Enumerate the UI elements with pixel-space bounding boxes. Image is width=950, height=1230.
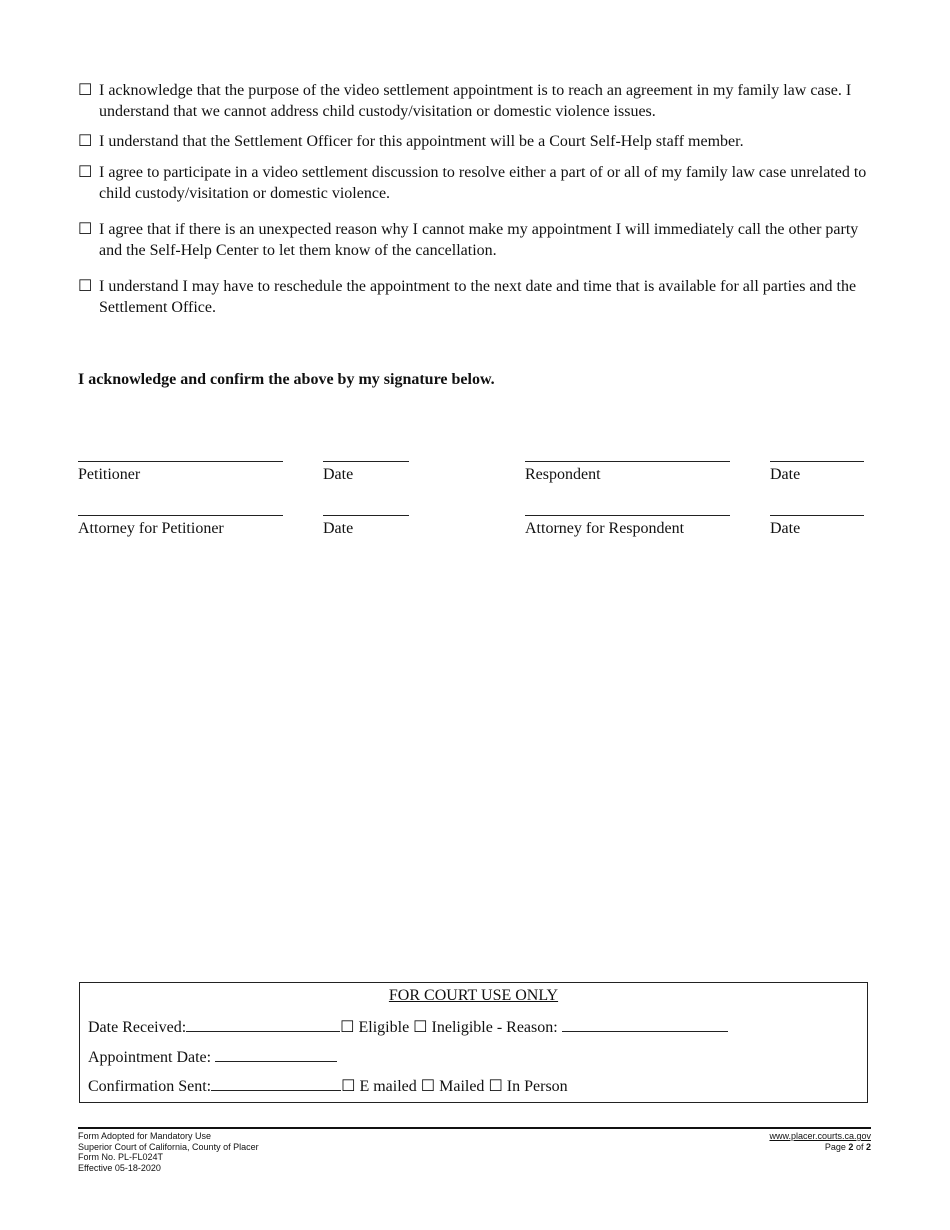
respondent-date[interactable]: [770, 461, 864, 485]
signature-line: [770, 515, 864, 516]
petitioner-date[interactable]: [323, 461, 409, 485]
page-total: 2: [865, 1141, 871, 1152]
checkbox[interactable]: ☐: [78, 133, 93, 150]
page-prefix: Page: [824, 1141, 846, 1152]
attorney-petitioner-date[interactable]: [323, 515, 409, 539]
petitioner-signature[interactable]: [78, 461, 283, 485]
acknowledgement-text: I understand that the Settlement Officer for this appointment will be a Court Self-Help staff member.: [99, 133, 744, 150]
page-number: [769, 1142, 871, 1153]
checkbox[interactable]: ☐: [78, 221, 93, 238]
respondent-signature[interactable]: [525, 461, 730, 485]
signature-label: Date: [323, 466, 354, 483]
footer-line: Form Adopted for Mandatory Use: [78, 1131, 212, 1141]
court-use-box: [79, 982, 868, 1103]
signature-label: Date: [323, 520, 354, 537]
checkbox[interactable]: ☐: [78, 164, 93, 181]
date-received-field[interactable]: [186, 1017, 340, 1032]
in-person-label: In Person: [506, 1078, 568, 1095]
checkbox[interactable]: ☐: [78, 82, 93, 99]
signature-line: [770, 461, 864, 462]
appointment-date-label: Appointment Date:: [88, 1049, 212, 1066]
signature-line: [323, 461, 409, 462]
footer-form-info: [78, 1131, 259, 1173]
acknowledgement-item-5: [78, 276, 868, 318]
signature-line: [78, 515, 283, 516]
footer-page-info: [769, 1131, 871, 1152]
footer-line: Superior Court of California, County of Placer: [78, 1141, 259, 1152]
eligible-label: Eligible: [358, 1019, 410, 1036]
signature-label: Attorney for Respondent: [525, 520, 685, 537]
acknowledgement-text: I agree that if there is an unexpected reason why I cannot make my appointment I will immediately call the other party and the Self-Help Center to let them know of the cancellation.: [99, 221, 859, 259]
checkbox[interactable]: ☐: [420, 1078, 436, 1095]
checkbox[interactable]: ☐: [78, 278, 93, 295]
attorney-respondent-signature[interactable]: [525, 515, 730, 539]
confirmation-sent-field[interactable]: [211, 1076, 341, 1091]
attorney-petitioner-signature[interactable]: [78, 515, 283, 539]
signature-label: Respondent: [525, 466, 601, 483]
signature-line: [323, 515, 409, 516]
confirmation-sent-label: Confirmation Sent:: [88, 1078, 212, 1095]
appointment-date-field[interactable]: [215, 1047, 337, 1062]
page-of: of: [855, 1141, 864, 1152]
ineligible-reason-field[interactable]: [562, 1017, 728, 1032]
acknowledgement-item-1: [78, 80, 868, 122]
signature-line: [525, 515, 730, 516]
appointment-date-row: [88, 1047, 337, 1067]
ineligible-label: Ineligible - Reason:: [431, 1019, 558, 1036]
acknowledgement-text: I agree to participate in a video settlement discussion to resolve either a part of or all of my family law case unrelated to child custody/visitation or domestic violence.: [99, 164, 867, 202]
signature-line: [525, 461, 730, 462]
page-current: 2: [848, 1141, 854, 1152]
signature-label: Date: [770, 466, 801, 483]
checkbox[interactable]: ☐: [413, 1019, 428, 1036]
checkbox[interactable]: ☐: [488, 1078, 503, 1095]
checkbox[interactable]: ☐: [341, 1078, 356, 1095]
signature-label: Petitioner: [78, 466, 141, 483]
acknowledgement-item-3: [78, 162, 868, 204]
footer-line: Form No. PL-FL024T: [78, 1152, 164, 1162]
court-use-title: FOR COURT USE ONLY: [388, 987, 559, 1004]
date-received-label: Date Received:: [88, 1019, 187, 1036]
checkbox[interactable]: ☐: [340, 1019, 355, 1036]
footer-line: Effective 05-18-2020: [78, 1162, 161, 1173]
footer-divider: [78, 1127, 871, 1129]
confirm-statement: I acknowledge and confirm the above by my signature below.: [78, 371, 495, 388]
date-received-row: [88, 1017, 728, 1037]
acknowledgement-text: I understand I may have to reschedule the appointment to the next date and time that is available for all parties and the Settlement Office.: [99, 278, 857, 316]
emailed-label: E mailed: [359, 1078, 417, 1095]
mailed-label: Mailed: [439, 1078, 485, 1095]
acknowledgement-text: I acknowledge that the purpose of the video settlement appointment is to reach an agreement in my family law case. I understand that we cannot address child custody/visitation or domestic violence issues.: [99, 82, 852, 120]
signature-line: [78, 461, 283, 462]
attorney-respondent-date[interactable]: [770, 515, 864, 539]
acknowledgement-item-4: [78, 219, 868, 261]
acknowledgement-item-2: [78, 131, 868, 152]
court-website-link[interactable]: www.placer.courts.ca.gov: [769, 1131, 871, 1141]
confirmation-sent-row: [88, 1076, 568, 1096]
signature-label: Date: [770, 520, 801, 537]
signature-label: Attorney for Petitioner: [78, 520, 224, 537]
